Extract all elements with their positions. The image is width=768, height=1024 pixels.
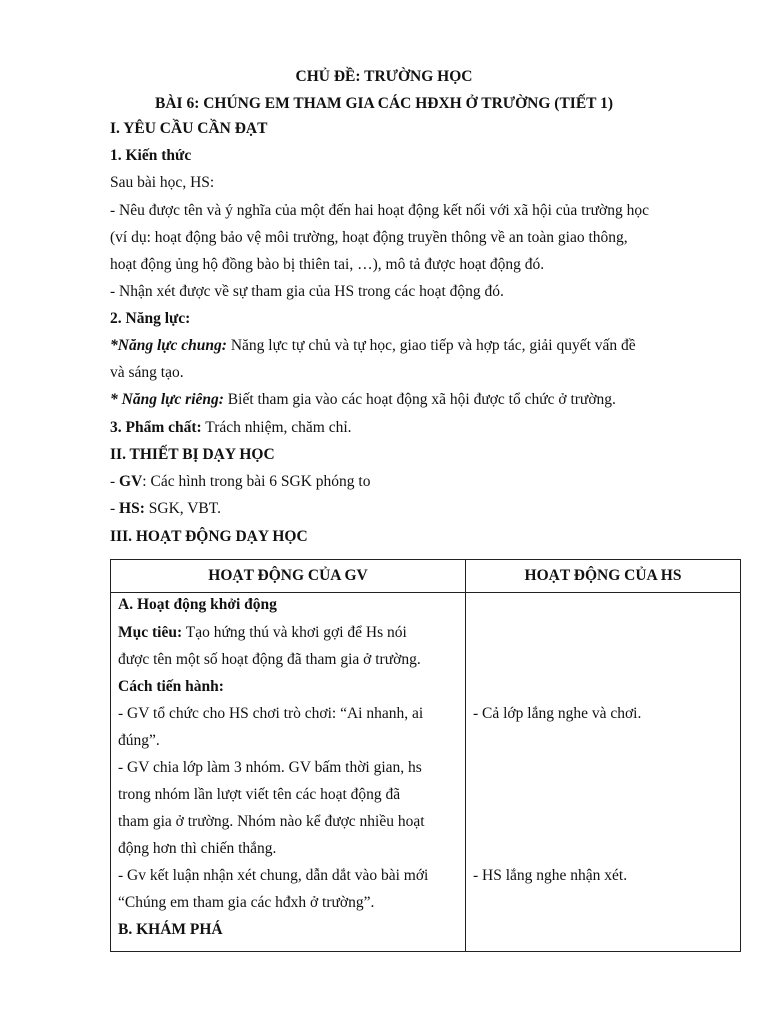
knowledge-line: (ví dụ: hoạt động bảo vệ môi trường, hoạt động truyền thông về an toàn giao thông, [110,229,628,246]
equipment-gv: - GV: Các hình trong bài 6 SGK phóng to [110,473,371,490]
specific-competence-text: Biết tham gia vào các hoạt động xã hội được tổ chức ở trường. [223,391,616,408]
lesson-title: BÀI 6: CHÚNG EM THAM GIA CÁC HĐXH Ở TRƯỜNG (TIẾT 1) [155,95,613,112]
goal [118,623,407,643]
step-line: - GV chia lớp làm 3 nhóm. GV bấm thời gian, hs [118,759,422,776]
hs-cell [466,593,741,952]
knowledge-line: - Nêu được tên và ý nghĩa của một đến hai hoạt động kết nối với xã hội của trường học [110,202,649,219]
header-gv: HOẠT ĐỘNG CỦA GV [111,560,466,593]
equipment-gv-label: GV [119,473,143,490]
gv-cell [111,593,466,952]
step-line: đúng”. [118,732,160,749]
section-2-title: II. THIẾT BỊ DẠY HỌC [110,446,275,463]
activity-table [110,559,741,952]
step-line: - Gv kết luận nhận xét chung, dẫn dắt vào bài mới [118,867,429,884]
knowledge-line: hoạt động ủng hộ đồng bào bị thiên tai, …), mô tả được hoạt động đó. [110,256,545,273]
general-competence-cont: và sáng tạo. [110,364,184,381]
hs-response: - HS lắng nghe nhận xét. [473,867,628,884]
specific-competence [110,390,616,410]
equipment-gv-text: : Các hình trong bài 6 SGK phóng to [142,473,371,490]
table-row [111,593,741,952]
quality-label: 3. Phẩm chất: [110,419,202,436]
part-b-title: B. KHÁM PHÁ [118,921,223,938]
competence-heading: 2. Năng lực: [110,310,191,327]
quality-text: Trách nhiệm, chăm chỉ. [201,419,352,436]
general-competence [110,336,636,356]
goal-cont: được tên một số hoạt động đã tham gia ở trường. [118,651,421,668]
table-header-row [111,560,741,593]
knowledge-line: - Nhận xét được về sự tham gia của HS trong các hoạt động đó. [110,283,504,300]
knowledge-heading: 1. Kiến thức [110,147,192,164]
part-a-title: A. Hoạt động khởi động [118,596,277,613]
step-line: trong nhóm lần lượt viết tên các hoạt động đã [118,786,401,803]
goal-label: Mục tiêu: [118,624,183,641]
equipment-hs-label: HS: [119,500,145,517]
quality [110,418,352,438]
goal-text: Tạo hứng thú và khơi gợi để Hs nói [182,624,407,641]
topic-title: CHỦ ĐỀ: TRƯỜNG HỌC [295,68,473,85]
method-label: Cách tiến hành: [118,678,224,695]
step-line: tham gia ở trường. Nhóm nào kể được nhiều hoạt [118,813,425,830]
step-line: - GV tổ chức cho HS chơi trò chơi: “Ai nhanh, ai [118,705,424,722]
hs-response: - Cả lớp lắng nghe và chơi. [473,705,642,722]
equipment-hs: - HS: SGK, VBT. [110,500,221,517]
header-hs: HOẠT ĐỘNG CỦA HS [466,560,741,593]
general-competence-label: *Năng lực chung: [110,337,227,354]
step-line: “Chúng em tham gia các hđxh ở trường”. [118,894,375,911]
section-3-title: III. HOẠT ĐỘNG DẠY HỌC [110,528,308,545]
knowledge-intro: Sau bài học, HS: [110,174,215,191]
equipment-hs-text: SGK, VBT. [144,500,221,517]
step-line: động hơn thì chiến thắng. [118,840,277,857]
general-competence-text: Năng lực tự chủ và tự học, giao tiếp và hợp tác, giải quyết vấn đề [226,337,636,354]
section-1-title: I. YÊU CẦU CẦN ĐẠT [110,120,268,137]
specific-competence-label: * Năng lực riêng: [110,391,224,408]
